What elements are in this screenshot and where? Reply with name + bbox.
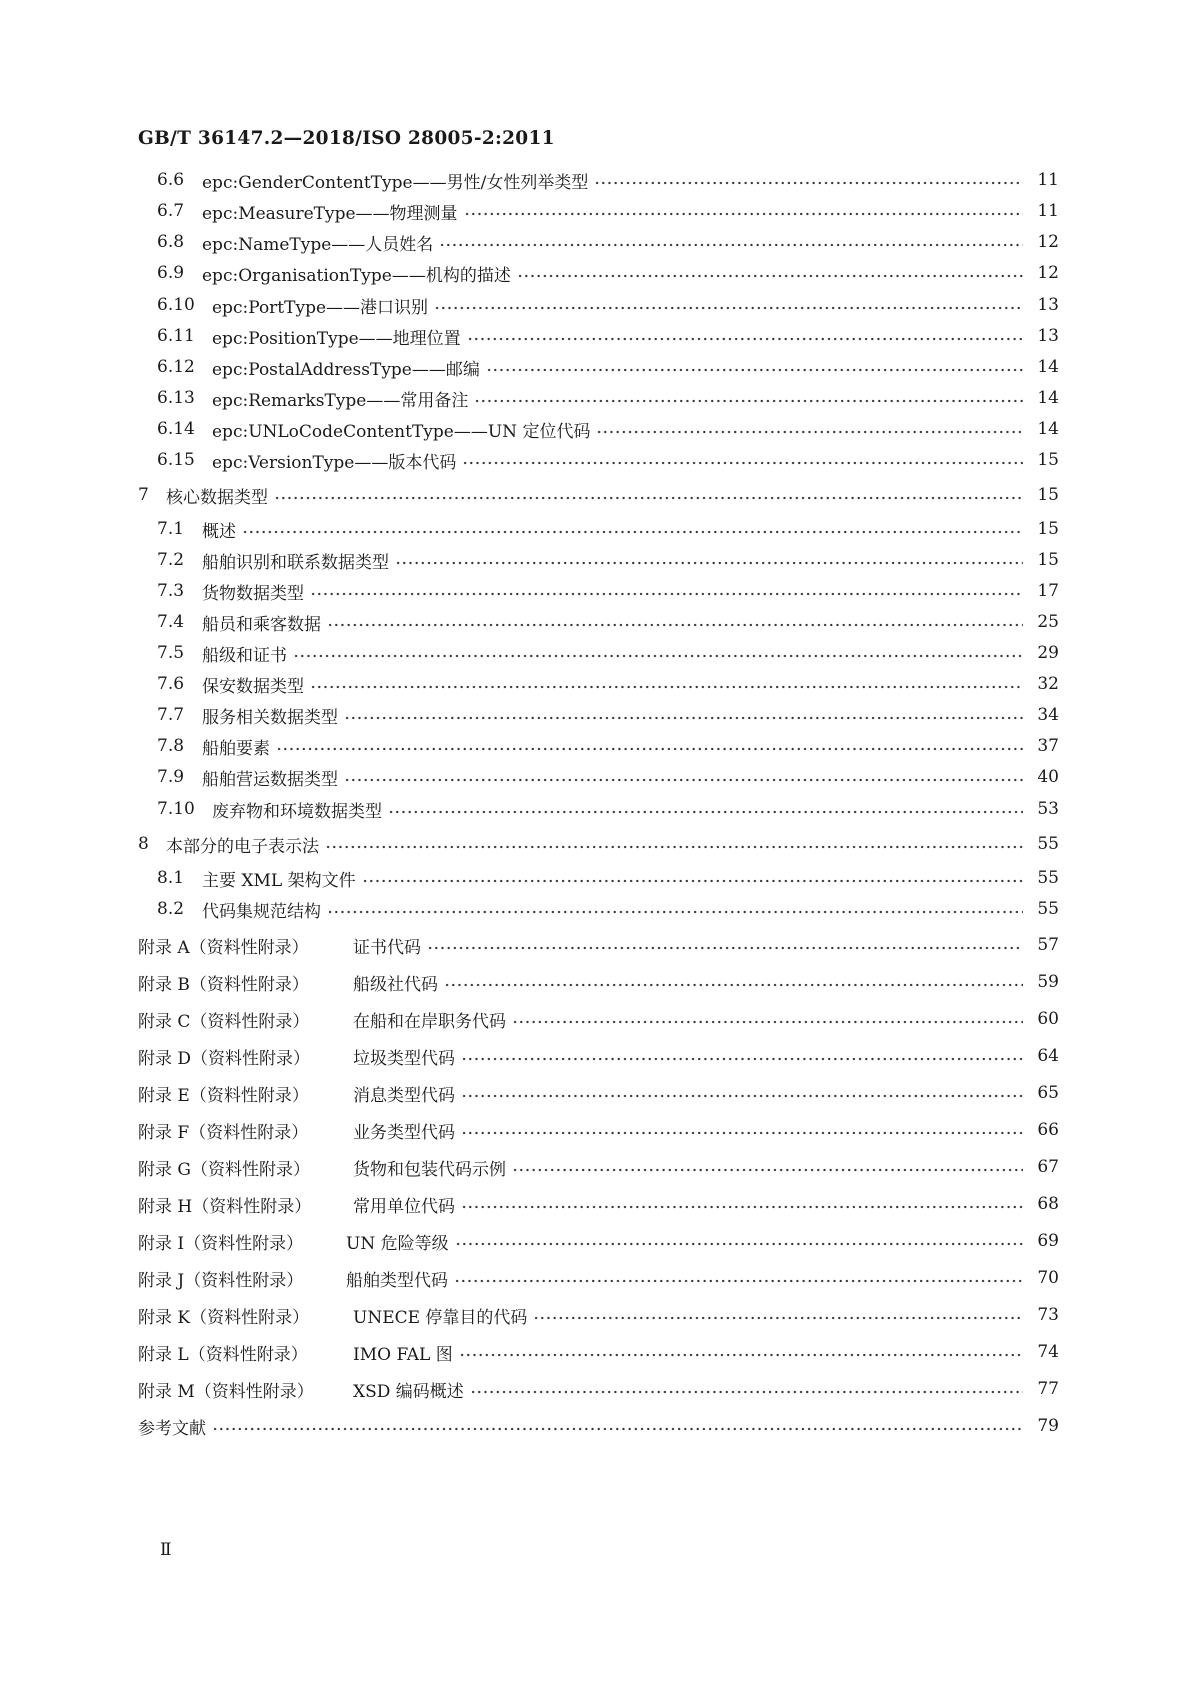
toc-appendix-label: 附录 I（资料性附录） — [138, 1233, 304, 1254]
toc-entry-number: 6.11 — [157, 326, 195, 346]
toc-entry-number: 6.15 — [157, 450, 195, 470]
toc-entry-number: 7.9 — [157, 767, 185, 787]
toc-entry-title: 业务类型代码 — [353, 1122, 455, 1143]
dot-leader — [293, 654, 1023, 658]
toc-appendix-entry[interactable] — [138, 1004, 1059, 1034]
toc-entry-title: IMO FAL 图 — [353, 1344, 453, 1365]
toc-entry-page: 55 — [1037, 899, 1059, 919]
toc-chapter-entry[interactable] — [138, 829, 1059, 859]
toc-appendix-label: 附录 L（资料性附录） — [138, 1344, 308, 1365]
dot-leader — [395, 561, 1023, 565]
toc-entry-title: epc:VersionType——版本代码 — [212, 452, 457, 473]
toc-entry-page: 13 — [1037, 295, 1059, 315]
toc-appendix-entry[interactable] — [138, 930, 1059, 960]
toc-entry-page: 15 — [1037, 450, 1059, 470]
dot-leader — [461, 1205, 1023, 1209]
toc-entry-page: 34 — [1037, 705, 1059, 725]
toc-entry-title: 垃圾类型代码 — [353, 1048, 455, 1069]
toc-entry-page: 70 — [1037, 1268, 1059, 1288]
toc-entry-page: 73 — [1037, 1305, 1059, 1325]
toc-entry-number: 6.7 — [157, 201, 185, 221]
toc-entry-title: epc:OrganisationType——机构的描述 — [202, 265, 511, 286]
toc-entry-title: 货物数据类型 — [202, 583, 304, 604]
dot-leader — [462, 461, 1023, 465]
dot-leader — [444, 983, 1023, 987]
dot-leader — [439, 243, 1023, 247]
dot-leader — [512, 1020, 1023, 1024]
toc-entry[interactable] — [157, 352, 1059, 382]
toc-entry[interactable] — [157, 321, 1059, 351]
toc-entry-number: 7.10 — [157, 799, 195, 819]
toc-entry-title: 废弃物和环境数据类型 — [212, 801, 382, 822]
toc-entry-number: 7.4 — [157, 612, 185, 632]
page-number: Ⅱ — [160, 1540, 172, 1560]
toc-entry-page: 40 — [1037, 767, 1059, 787]
toc-entry-title: 船员和乘客数据 — [202, 614, 321, 635]
toc-entry[interactable] — [157, 863, 1059, 893]
toc-appendix-entry[interactable] — [138, 1374, 1059, 1404]
dot-leader — [464, 212, 1023, 216]
toc-appendix-label: 附录 C（资料性附录） — [138, 1011, 310, 1032]
toc-entry-page: 65 — [1037, 1083, 1059, 1103]
toc-entry-number: 8.2 — [157, 899, 185, 919]
toc-entry-page: 77 — [1037, 1379, 1059, 1399]
toc-entry-page: 69 — [1037, 1231, 1059, 1251]
toc-entry[interactable] — [157, 165, 1059, 195]
toc-appendix-entry[interactable] — [138, 1078, 1059, 1108]
dot-leader — [310, 592, 1023, 596]
toc-entry[interactable] — [157, 731, 1059, 761]
toc-entry-number: 7.8 — [157, 736, 185, 756]
toc-entry[interactable] — [157, 794, 1059, 824]
toc-entry[interactable] — [157, 638, 1059, 668]
dot-leader — [427, 946, 1023, 950]
toc-entry-page: 14 — [1037, 419, 1059, 439]
toc-entry-page: 53 — [1037, 799, 1059, 819]
toc-entry-title: 证书代码 — [353, 937, 421, 958]
toc-appendix-label: 附录 M（资料性附录） — [138, 1381, 314, 1402]
toc-entry-title: 消息类型代码 — [353, 1085, 455, 1106]
toc-entry-title: 主要 XML 架构文件 — [202, 870, 356, 891]
toc-entry[interactable] — [157, 445, 1059, 475]
toc-entry-title: epc:PortType——港口识别 — [212, 297, 429, 318]
toc-entry[interactable] — [157, 258, 1059, 288]
toc-entry-page: 14 — [1037, 388, 1059, 408]
toc-appendix-label: 附录 B（资料性附录） — [138, 974, 309, 995]
dot-leader — [454, 1279, 1023, 1283]
dot-leader — [461, 1131, 1023, 1135]
toc-entry-title: epc:PositionType——地理位置 — [212, 328, 461, 349]
toc-entry-number: 7.2 — [157, 550, 185, 570]
toc-entry-page: 11 — [1037, 170, 1059, 190]
toc-entry-title: 服务相关数据类型 — [202, 707, 338, 728]
dot-leader — [327, 623, 1023, 627]
toc-appendix-entry[interactable] — [138, 1263, 1059, 1293]
toc-entry-page: 29 — [1037, 643, 1059, 663]
dot-leader — [212, 1427, 1023, 1431]
toc-entry-number: 6.12 — [157, 357, 195, 377]
dot-leader — [274, 496, 1023, 500]
toc-entry-number: 7.7 — [157, 705, 185, 725]
toc-entry-page: 13 — [1037, 326, 1059, 346]
toc-chapter-entry[interactable] — [138, 480, 1059, 510]
toc-entry-title: 本部分的电子表示法 — [166, 836, 319, 857]
toc-entry-page: 66 — [1037, 1120, 1059, 1140]
toc-entry-page: 11 — [1037, 201, 1059, 221]
toc-entry-title: epc:PostalAddressType——邮编 — [212, 359, 480, 380]
dot-leader — [362, 879, 1023, 883]
toc-entry-page: 37 — [1037, 736, 1059, 756]
toc-entry[interactable] — [157, 227, 1059, 257]
toc-entry-title: 保安数据类型 — [202, 676, 304, 697]
toc-entry-title: 船级和证书 — [202, 645, 287, 666]
toc-entry-number: 7.3 — [157, 581, 185, 601]
dot-leader — [388, 810, 1023, 814]
toc-entry-page: 15 — [1037, 519, 1059, 539]
toc-appendix-label: 附录 D（资料性附录） — [138, 1048, 311, 1069]
toc-entry[interactable] — [157, 607, 1059, 637]
toc-entry[interactable] — [157, 576, 1059, 606]
toc-entry-number: 7 — [138, 485, 149, 505]
dot-leader — [512, 1168, 1023, 1172]
toc-entry-page: 79 — [1037, 1416, 1059, 1436]
toc-appendix-entry[interactable] — [138, 1189, 1059, 1219]
toc-entry-number: 8.1 — [157, 868, 185, 888]
standard-number-header: GB/T 36147.2—2018/ISO 28005-2:2011 — [138, 128, 555, 149]
toc-appendix-label: 附录 A（资料性附录） — [138, 937, 309, 958]
toc-entry-title: 代码集规范结构 — [202, 901, 321, 922]
toc-entry-title: 概述 — [202, 521, 236, 542]
toc-appendix-entry[interactable] — [138, 1337, 1059, 1367]
toc-appendix-label: 附录 J（资料性附录） — [138, 1270, 304, 1291]
toc-entry-number: 7.5 — [157, 643, 185, 663]
toc-entry-number: 8 — [138, 834, 149, 854]
dot-leader — [434, 306, 1023, 310]
toc-appendix-entry[interactable] — [138, 1041, 1059, 1071]
toc-entry-page: 12 — [1037, 232, 1059, 252]
toc-entry-title: epc:NameType——人员姓名 — [202, 234, 434, 255]
toc-entry[interactable] — [157, 762, 1059, 792]
toc-appendix-entry[interactable] — [138, 1152, 1059, 1182]
toc-entry-title: 常用单位代码 — [353, 1196, 455, 1217]
toc-entry[interactable] — [157, 514, 1059, 544]
toc-entry[interactable] — [157, 894, 1059, 924]
toc-entry-title: 船舶营运数据类型 — [202, 769, 338, 790]
toc-entry-page: 32 — [1037, 674, 1059, 694]
toc-entry-page: 59 — [1037, 972, 1059, 992]
toc-entry[interactable] — [157, 414, 1059, 444]
toc-entry-title: UN 危险等级 — [346, 1233, 449, 1254]
toc-entry-number: 6.6 — [157, 170, 185, 190]
toc-entry-page: 68 — [1037, 1194, 1059, 1214]
toc-entry-number: 6.8 — [157, 232, 185, 252]
dot-leader — [459, 1353, 1023, 1357]
toc-entry-title: 船舶类型代码 — [346, 1270, 448, 1291]
toc-entry-page: 25 — [1037, 612, 1059, 632]
toc-entry-page: 15 — [1037, 485, 1059, 505]
toc-entry-title: UNECE 停靠目的代码 — [353, 1307, 528, 1328]
toc-entry-title: XSD 编码概述 — [353, 1381, 464, 1402]
dot-leader — [517, 274, 1023, 278]
toc-entry-title: epc:RemarksType——常用备注 — [212, 390, 469, 411]
dot-leader — [474, 399, 1023, 403]
toc-entry[interactable] — [157, 196, 1059, 226]
toc-entry-title: 船舶识别和联系数据类型 — [202, 552, 389, 573]
toc-entry-page: 60 — [1037, 1009, 1059, 1029]
toc-entry[interactable] — [157, 383, 1059, 413]
toc-entry-title: 核心数据类型 — [166, 487, 268, 508]
toc-entry-title: 船舶要素 — [202, 738, 270, 759]
toc-appendix-entry[interactable] — [138, 1226, 1059, 1256]
dot-leader — [344, 778, 1023, 782]
toc-entry-page: 74 — [1037, 1342, 1059, 1362]
toc-entry[interactable] — [157, 290, 1059, 320]
dot-leader — [455, 1242, 1023, 1246]
toc-appendix-label: 附录 K（资料性附录） — [138, 1307, 310, 1328]
dot-leader — [325, 845, 1023, 849]
dot-leader — [242, 530, 1023, 534]
dot-leader — [594, 181, 1023, 185]
toc-entry-number: 7.1 — [157, 519, 185, 539]
dot-leader — [467, 337, 1023, 341]
dot-leader — [276, 747, 1023, 751]
toc-entry-title: 在船和在岸职务代码 — [353, 1011, 506, 1032]
toc-entry-page: 55 — [1037, 834, 1059, 854]
toc-entry[interactable] — [157, 700, 1059, 730]
dot-leader — [310, 685, 1023, 689]
toc-appendix-label: 附录 G（资料性附录） — [138, 1159, 310, 1180]
toc-appendix-entry[interactable] — [138, 1300, 1059, 1330]
toc-entry-page: 64 — [1037, 1046, 1059, 1066]
toc-appendix-label: 附录 E（资料性附录） — [138, 1085, 309, 1106]
toc-entry[interactable] — [157, 545, 1059, 575]
toc-references-entry[interactable] — [138, 1411, 1059, 1441]
toc-appendix-label: 附录 F（资料性附录） — [138, 1122, 309, 1143]
dot-leader — [533, 1316, 1023, 1320]
toc-entry-title: epc:UNLoCodeContentType——UN 定位代码 — [212, 421, 591, 442]
dot-leader — [327, 910, 1023, 914]
toc-appendix-label: 附录 H（资料性附录） — [138, 1196, 312, 1217]
toc-entry-page: 14 — [1037, 357, 1059, 377]
toc-entry[interactable] — [157, 669, 1059, 699]
toc-entry-page: 15 — [1037, 550, 1059, 570]
dot-leader — [344, 716, 1023, 720]
dot-leader — [461, 1094, 1023, 1098]
dot-leader — [470, 1390, 1023, 1394]
toc-entry-title: epc:MeasureType——物理测量 — [202, 203, 458, 224]
toc-entry-page: 57 — [1037, 935, 1059, 955]
toc-appendix-entry[interactable] — [138, 967, 1059, 997]
toc-entry-page: 12 — [1037, 263, 1059, 283]
toc-entry-number: 6.13 — [157, 388, 195, 408]
toc-entry-title: 船级社代码 — [353, 974, 438, 995]
toc-entry-number: 7.6 — [157, 674, 185, 694]
dot-leader — [596, 430, 1023, 434]
toc-entry-page: 67 — [1037, 1157, 1059, 1177]
toc-entry-title: epc:GenderContentType——男性/女性列举类型 — [202, 172, 589, 193]
toc-entry-title: 参考文献 — [138, 1418, 206, 1439]
toc-entry-number: 6.10 — [157, 295, 195, 315]
toc-appendix-entry[interactable] — [138, 1115, 1059, 1145]
toc-entry-title: 货物和包装代码示例 — [353, 1159, 506, 1180]
toc-entry-page: 17 — [1037, 581, 1059, 601]
dot-leader — [486, 368, 1023, 372]
toc-entry-number: 6.9 — [157, 263, 185, 283]
dot-leader — [461, 1057, 1023, 1061]
toc-entry-page: 55 — [1037, 868, 1059, 888]
toc-entry-number: 6.14 — [157, 419, 195, 439]
